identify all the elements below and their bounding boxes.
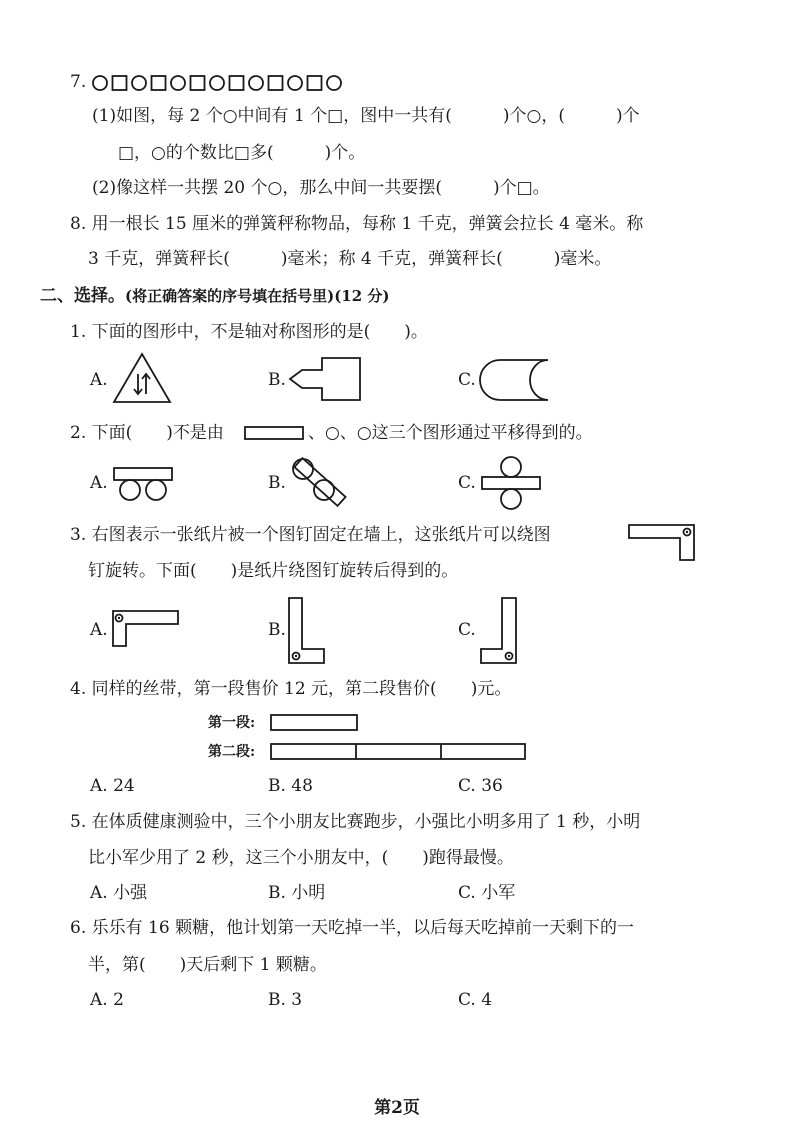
- c4-segment1-ribbon: [270, 714, 360, 732]
- c3-option-b-figure: [288, 597, 328, 665]
- c1-option-c-crescent-figure: [478, 358, 553, 402]
- q7-pattern-square: [191, 76, 205, 90]
- q7-number: 7.: [70, 72, 87, 92]
- q7-pattern-square: [113, 76, 127, 90]
- c2-option-b-figure: [288, 456, 350, 508]
- c4-segment2-ribbon: [270, 743, 528, 761]
- c5-line2: 比小军少用了 2 秒，这三个小朋友中，( )跑得最慢。: [88, 848, 514, 868]
- c2-option-a-label: A.: [90, 473, 108, 493]
- q7-pattern-circle: [171, 76, 185, 90]
- q7-part1-line1: (1)如图，每 2 个○中间有 1 个□，图中一共有( )个○，( )个: [92, 106, 640, 126]
- c4-option-c: C. 36: [458, 776, 503, 796]
- c5-option-c: C. 小军: [458, 883, 516, 903]
- q7-pattern-circle: [132, 76, 146, 90]
- c5-option-b: B. 小明: [268, 883, 326, 903]
- q7-pattern-square: [230, 76, 244, 90]
- c6-line2: 半，第( )天后剩下 1 颗糖。: [88, 955, 327, 975]
- c1-option-b-arrow-figure: [288, 356, 363, 402]
- q7-pattern-square: [269, 76, 283, 90]
- q8-line1: 8. 用一根长 15 厘米的弹簧秤称物品，每称 1 千克，弹簧会拉长 4 毫米。称: [70, 214, 644, 234]
- q7-part1-line2: □，○的个数比□多( )个。: [118, 143, 366, 163]
- c1-stem: 1. 下面的图形中，不是轴对称图形的是( )。: [70, 322, 428, 342]
- c5-option-a: A. 小强: [90, 883, 148, 903]
- c4-option-b: B. 48: [268, 776, 313, 796]
- c2-stem-start: 2. 下面( )不是由: [70, 423, 224, 443]
- section2-title: 二、选择。: [40, 286, 125, 306]
- c4-stem: 4. 同样的丝带，第一段售价 12 元，第二段售价( )元。: [70, 679, 512, 699]
- c5-line1: 5. 在体质健康测验中，三个小朋友比赛跑步，小强比小明多用了 1 秒，小明: [70, 812, 641, 832]
- q7-part2: (2)像这样一共摆 20 个○，那么中间一共要摆( )个□。: [92, 178, 550, 198]
- c6-line1: 6. 乐乐有 16 颗糖，他计划第一天吃掉一半，以后每天吃掉前一天剩下的一: [70, 918, 635, 938]
- c6-option-c: C. 4: [458, 990, 493, 1010]
- c3-option-a-figure: [112, 610, 180, 648]
- c3-option-c-label: C.: [458, 620, 476, 640]
- q7-pattern-square: [308, 76, 322, 90]
- c3-option-a-label: A.: [90, 620, 108, 640]
- section2-heading: [40, 288, 390, 305]
- q8-line2: 3 千克，弹簧秤长( )毫米；称 4 千克，弹簧秤长( )毫米。: [88, 249, 612, 269]
- c3-option-c-figure: [480, 597, 520, 665]
- c4-segment1-label: 第一段:: [208, 715, 256, 731]
- c1-option-c-label: C.: [458, 370, 476, 390]
- c2-option-c-figure: [480, 456, 542, 512]
- q7-pattern-circle: [210, 76, 224, 90]
- c3-option-b-label: B.: [268, 620, 286, 640]
- c3-reference-card-figure: [628, 524, 696, 562]
- c2-option-b-label: B.: [268, 473, 286, 493]
- c3-line1: 3. 右图表示一张纸片被一个图钉固定在墙上，这张纸片可以绕图: [70, 525, 551, 545]
- c4-segment2-label: 第二段:: [208, 744, 256, 760]
- q7-pattern-circle: [327, 76, 341, 90]
- c3-line2: 钉旋转。下面( )是纸片绕图钉旋转后得到的。: [88, 561, 459, 581]
- c2-option-a-figure: [112, 466, 174, 502]
- c1-option-b-label: B.: [268, 370, 286, 390]
- c2-stem-rectangle-figure: [244, 426, 306, 440]
- page-number: 第2页: [374, 1098, 420, 1118]
- c2-stem-end: 、○、○这三个图形通过平移得到的。: [308, 423, 593, 443]
- c1-option-a-triangle-figure: [112, 352, 172, 404]
- section2-note: (将正确答案的序号填在括号里)(12 分): [125, 287, 390, 305]
- q7-pattern-circle: [249, 76, 263, 90]
- c6-option-a: A. 2: [90, 990, 124, 1010]
- q7-pattern-square: [152, 76, 166, 90]
- c1-option-a-label: A.: [90, 370, 108, 390]
- c2-option-c-label: C.: [458, 473, 476, 493]
- q7-pattern-circle: [288, 76, 302, 90]
- c6-option-b: B. 3: [268, 990, 303, 1010]
- q7-shape-pattern: [92, 74, 352, 94]
- q7-pattern-circle: [93, 76, 107, 90]
- c4-option-a: A. 24: [90, 776, 135, 796]
